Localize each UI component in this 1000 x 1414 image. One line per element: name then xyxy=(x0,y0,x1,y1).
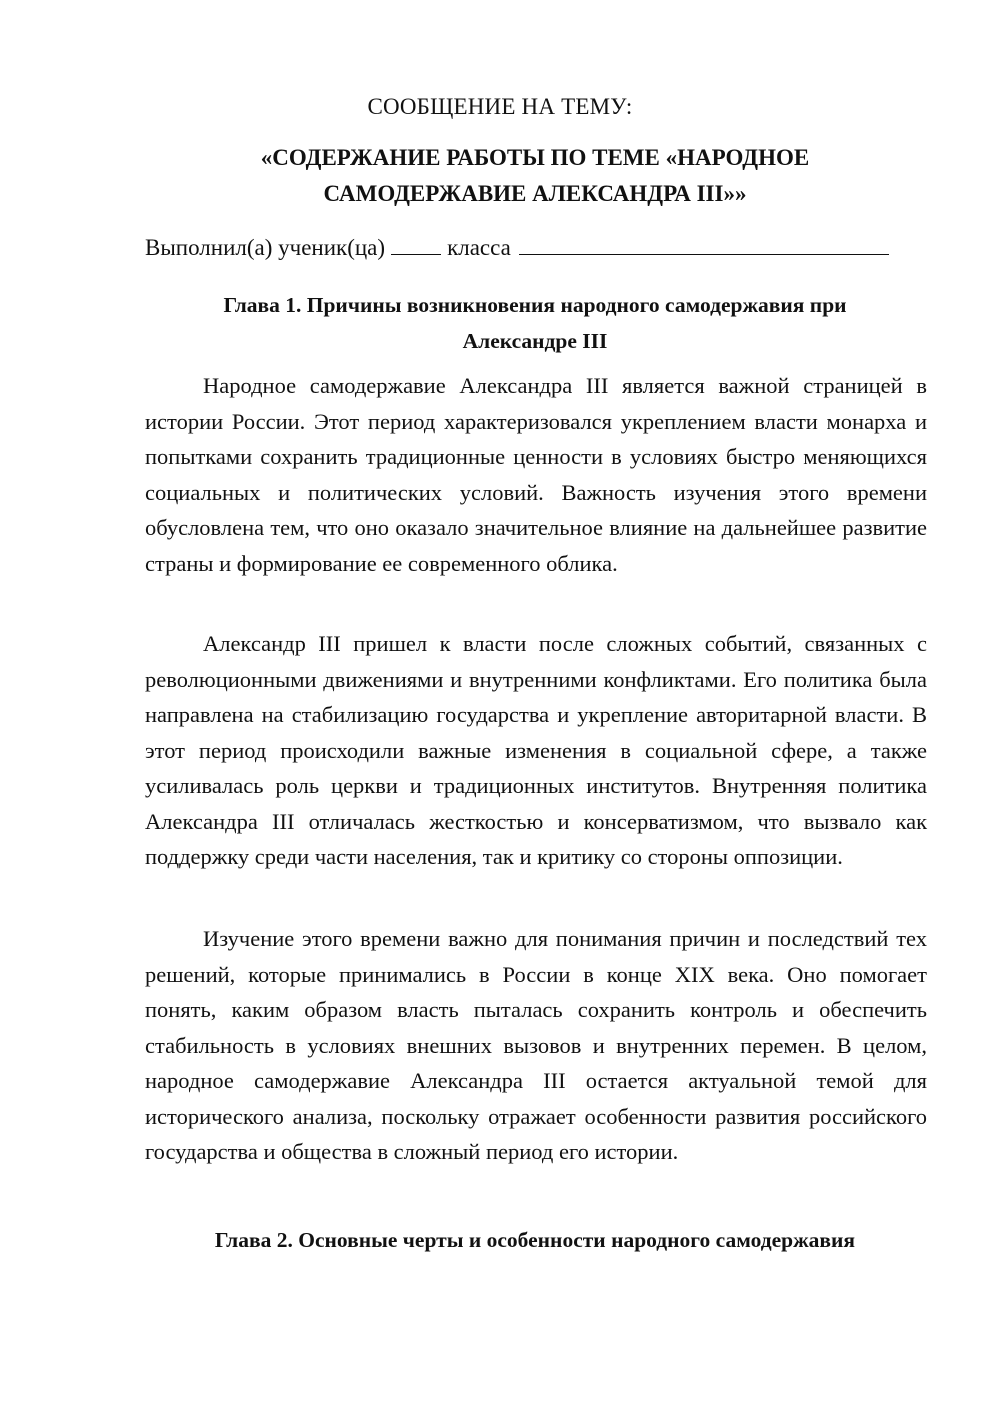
chapter-1-title-line-2: Александре III xyxy=(462,329,608,353)
report-title-line-1: «СОДЕРЖАНИЕ РАБОТЫ ПО ТЕМЕ «НАРОДНОЕ xyxy=(260,145,810,170)
report-title-line-2: САМОДЕРЖАВИЕ АЛЕКСАНДРА III»» xyxy=(323,181,747,206)
paragraph: Народное самодержавие Александра III является важной страницей в истории России. Этот период характеризовался укреплением власти монарха и попытками сохранить традиционные ценности в условиях быстро меняющихся социальных и политических условий. Важность изучения этого времени обусловлена тем, что оно оказало значительное влияние на дальнейшее развитие страны и формирование ее современного облика. xyxy=(145,373,927,576)
chapter-2-heading: Глава 2. Основные черты и особенности народного самодержавия xyxy=(214,1228,856,1252)
class-blank-field xyxy=(391,232,441,255)
chapter-1-title-line-1: Глава 1. Причины возникновения народного самодержавия при xyxy=(223,293,847,317)
signature-prefix: Выполнил(а) ученик(ца) xyxy=(145,235,386,260)
report-header: СООБЩЕНИЕ НА ТЕМУ: xyxy=(367,94,633,119)
paragraph: Александр III пришел к власти после сложных событий, связанных с революционными движениями и внутренними конфликтами. Его политика была направлена на стабилизацию государства и укрепление авторитарной власти. В этот период происходили важные изменения в социальной сфере, а также усиливалась роль церкви и традиционных институтов. Внутренняя политика Александра III отличалась жесткостью и консерватизмом, что вызвало как поддержку среди части населения, так и критику со стороны оппозиции. xyxy=(145,631,927,869)
signature-line xyxy=(145,232,925,261)
chapter-1-heading xyxy=(145,287,925,359)
paragraph: Изучение этого времени важно для понимания причин и последствий тех решений, которые принимались в России в конце XIX века. Оно помогает понять, каким образом власть пыталась сохранить контроль и обеспечить стабильность в условиях внешних вызовов и внутренних перемен. В целом, народное самодержавие Александра III остается актуальной темой для исторического анализа, поскольку отражает особенности развития российского государства и общества в сложный период его истории. xyxy=(145,926,927,1164)
name-blank-field xyxy=(519,232,889,255)
signature-class-label: класса xyxy=(447,235,511,260)
